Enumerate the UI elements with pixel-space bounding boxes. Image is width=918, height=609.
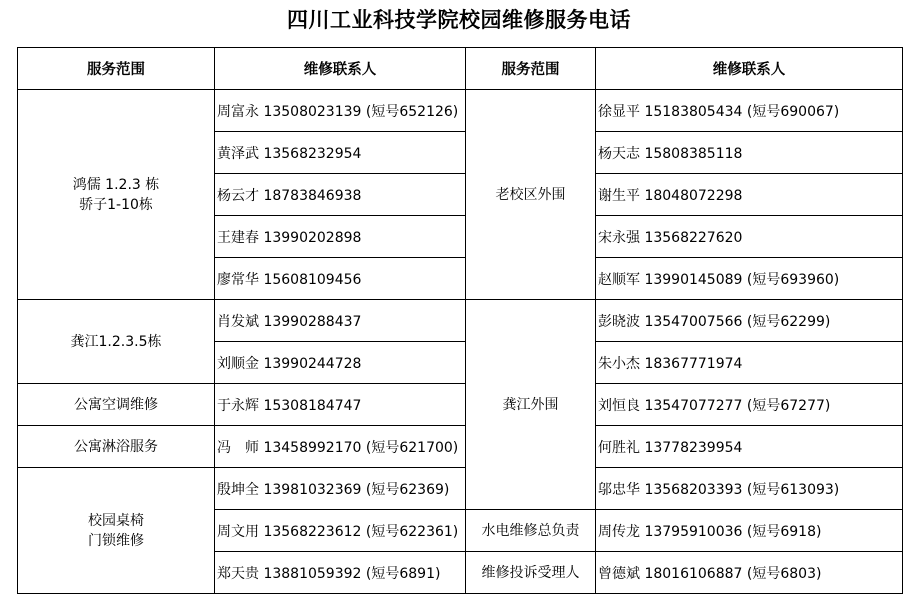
service-area-cell: [466, 300, 596, 510]
contact-cell: 宋永强 13568227620: [596, 216, 903, 258]
service-area-cell: [18, 426, 215, 468]
contact-cell: 何胜礼 13778239954: [596, 426, 903, 468]
contact-cell: 殷坤全 13981032369 (短号62369): [215, 468, 466, 510]
contact-cell: 肖发斌 13990288437: [215, 300, 466, 342]
service-area-text: 维修投诉受理人: [481, 564, 580, 581]
page-title: 四川工业科技学院校园维修服务电话: [287, 8, 631, 32]
repair-contacts-table: [17, 47, 903, 594]
service-area-text: 鸿儒 1.2.3 栋: [72, 176, 160, 193]
service-area-cell: [18, 300, 215, 384]
service-area-text: 龚江1.2.3.5栋: [70, 333, 162, 350]
service-area-cell: [18, 90, 215, 300]
contact-cell: 杨天志 15808385118: [596, 132, 903, 174]
service-area-text: 龚江外围: [502, 396, 559, 413]
table-row: [18, 300, 903, 342]
contact-cell: 曾德斌 18016106887 (短号6803): [596, 552, 903, 594]
service-area-cell: [466, 90, 596, 300]
contact-cell: 黄泽武 13568232954: [215, 132, 466, 174]
table-row: [18, 384, 903, 426]
contact-cell: 彭晓波 13547007566 (短号62299): [596, 300, 903, 342]
service-area-cell: [18, 384, 215, 426]
contact-cell: 刘顺金 13990244728: [215, 342, 466, 384]
contact-cell: 谢生平 18048072298: [596, 174, 903, 216]
service-area-text: 老校区外围: [495, 186, 566, 203]
header-service-area-right: 服务范围: [466, 48, 596, 90]
contact-cell: 赵顺军 13990145089 (短号693960): [596, 258, 903, 300]
contact-cell: 廖常华 15608109456: [215, 258, 466, 300]
contact-cell: 王建春 13990202898: [215, 216, 466, 258]
service-area-text: 公寓空调维修: [74, 396, 158, 413]
header-row: [18, 48, 903, 90]
contact-cell: 周文用 13568223612 (短号622361): [215, 510, 466, 552]
header-contact-right: 维修联系人: [596, 48, 903, 90]
service-area-text: 门锁维修: [88, 532, 144, 549]
table-row: [18, 426, 903, 468]
contact-cell: 朱小杰 18367771974: [596, 342, 903, 384]
table-row: [18, 90, 903, 132]
service-area-text: 校园桌椅: [88, 512, 144, 529]
service-area-text: 骄子1-10栋: [79, 196, 153, 213]
contact-cell: 邬忠华 13568203393 (短号613093): [596, 468, 903, 510]
header-contact-left: 维修联系人: [215, 48, 466, 90]
contact-cell: 刘恒良 13547077277 (短号67277): [596, 384, 903, 426]
service-area-cell: [18, 468, 215, 594]
contact-cell: 杨云才 18783846938: [215, 174, 466, 216]
table-row: [18, 468, 903, 510]
header-service-area-left: 服务范围: [18, 48, 215, 90]
service-area-text: 水电维修总负责: [481, 522, 580, 539]
service-area-text: 公寓淋浴服务: [74, 438, 158, 455]
contact-cell: 周富永 13508023139 (短号652126): [215, 90, 466, 132]
service-area-cell: [466, 510, 596, 552]
contact-cell: 于永辉 15308184747: [215, 384, 466, 426]
contact-cell: 冯 师 13458992170 (短号621700): [215, 426, 466, 468]
service-area-cell: [466, 552, 596, 594]
contact-cell: 周传龙 13795910036 (短号6918): [596, 510, 903, 552]
contact-cell: 郑天贵 13881059392 (短号6891): [215, 552, 466, 594]
contact-cell: 徐显平 15183805434 (短号690067): [596, 90, 903, 132]
